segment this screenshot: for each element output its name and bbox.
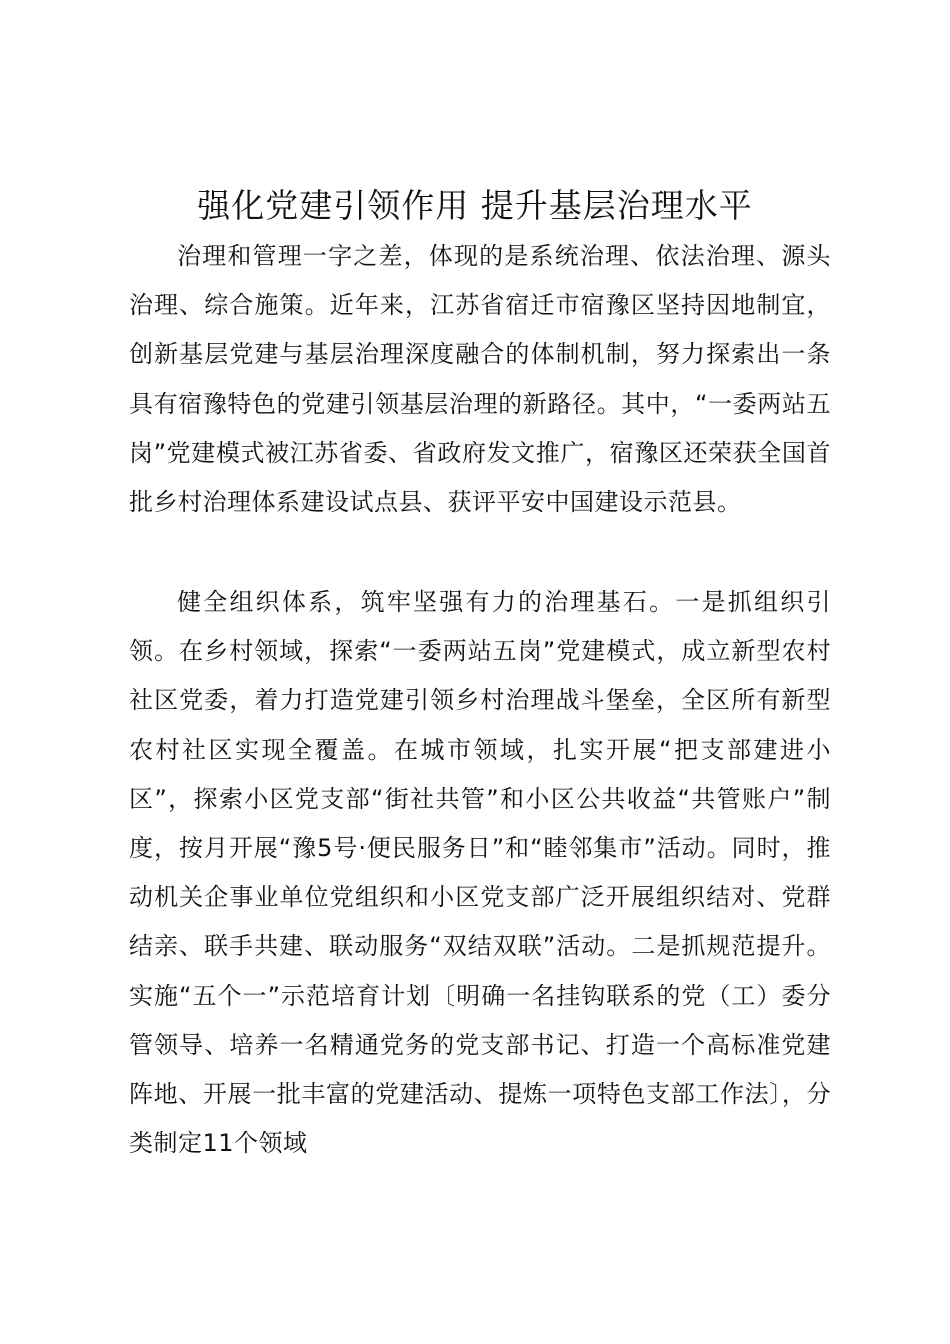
document-title: 强化党建引领作用 提升基层治理水平: [197, 186, 753, 225]
paragraph-intro: 治理和管理一字之差，体现的是系统治理、依法治理、源头治理、综合施策。近年来，江苏省宿迁市宿豫区坚持因地制宜，创新基层党建与基层治理深度融合的体制机制，努力探索出一条具有宿豫特色的党建引领基层治理的新路径。其中，“一委两站五岗”党建模式被江苏省委、省政府发文推广，宿豫区还荣获全国首批乡村治理体系建设试点县、获评平安中国建设示范县。: [129, 242, 831, 517]
paragraph-organization: 健全组织体系，筑牢坚强有力的治理基石。一是抓组织引领。在乡村领域，探索“一委两站五岗”党建模式，成立新型农村社区党委，着力打造党建引领乡村治理战斗堡垒，全区所有新型农村社区实现全覆盖。在城市领域，扎实开展“把支部建进小区”，探索小区党支部“街社共管”和小区公共收益“共管账户”制度，按月开展“豫5号·便民服务日”和“睦邻集市”活动。同时，推动机关企事业单位党组织和小区党支部广泛开展组织结对、党群结亲、联手共建、联动服务“双结双联”活动。二是抓规范提升。实施“五个一”示范培育计划〔明确一名挂钩联系的党（工）委分管领导、培养一名精通党务的党支部书记、打造一个高标准党建阵地、开展一批丰富的党建活动、提炼一项特色支部工作法〕，分类制定11个领域: [129, 588, 831, 1158]
